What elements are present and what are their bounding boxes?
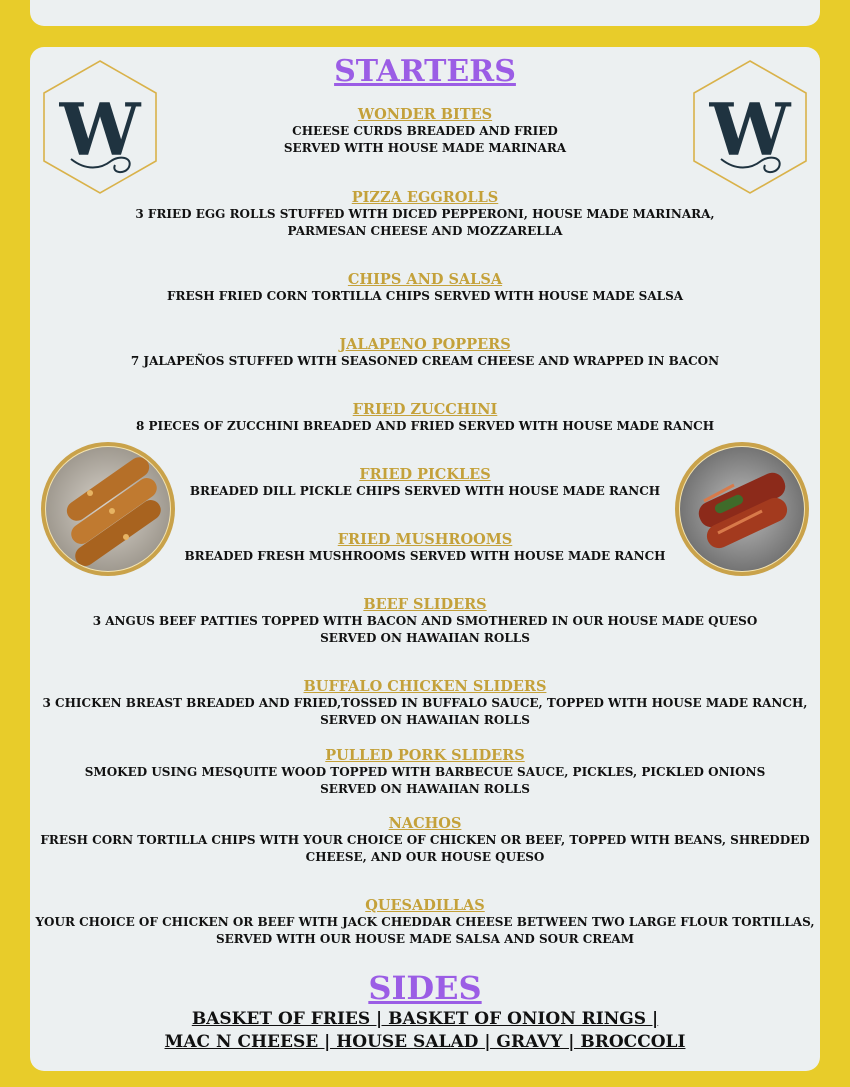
menu-item [0,336,850,370]
item-description: CHEESE CURDS BREADED AND FRIED SERVED WITH HOUSE MADE MARINARA [283,124,567,155]
menu-item [0,401,850,435]
item-name: QUESADILLAS [365,897,485,914]
item-name: FRIED ZUCCHINI [352,401,498,418]
item-description: 7 JALAPEÑOS STUFFED WITH SEASONED CREAM CHEESE AND WRAPPED IN BACON [130,354,720,368]
item-name: FRIED MUSHROOMS [337,531,513,548]
item-name: PIZZA EGGROLLS [351,189,499,206]
sides-list-line-1: BASKET OF FRIES | BASKET OF ONION RINGS | [191,1009,659,1029]
item-description: 3 ANGUS BEEF PATTIES TOPPED WITH BACON AND SMOTHERED IN OUR HOUSE MADE QUESO SERVED ON HAWAIIAN ROLLS [92,614,758,645]
menu-item [0,815,850,866]
menu-item [0,678,850,729]
item-description: BREADED FRESH MUSHROOMS SERVED WITH HOUSE MADE RANCH [184,549,666,563]
menu-item [0,897,850,948]
item-description: FRESH CORN TORTILLA CHIPS WITH YOUR CHOICE OF CHICKEN OR BEEF, TOPPED WITH BEANS, SHREDDED CHEESE, AND OUR HOUSE QUESO [40,833,810,864]
item-name: BUFFALO CHICKEN SLIDERS [303,678,547,695]
svg-text:W: W [709,87,791,172]
svg-text:W: W [59,87,141,172]
sides-title: SIDES [368,969,482,1007]
menu-item [0,747,850,798]
menu-item [0,271,850,305]
item-description: BREADED DILL PICKLE CHIPS SERVED WITH HOUSE MADE RANCH [189,484,661,498]
item-description: 3 FRIED EGG ROLLS STUFFED WITH DICED PEPPERONI, HOUSE MADE MARINARA, PARMESAN CHEESE AND MOZZARELLA [135,207,715,238]
item-description: 3 CHICKEN BREAST BREADED AND FRIED,TOSSED IN BUFFALO SAUCE, TOPPED WITH HOUSE MADE RANCH, SERVED ON HAWAIIAN ROLLS [42,696,808,727]
item-description: YOUR CHOICE OF CHICKEN OR BEEF WITH JACK CHEDDAR CHEESE BETWEEN TWO LARGE FLOUR TORTILLAS, SERVED WITH OUR HOUSE MADE SALSA AND SOUR CREAM [35,915,815,946]
starters-title: STARTERS [334,54,516,89]
item-description: 8 PIECES OF ZUCCHINI BREADED AND FRIED SERVED WITH HOUSE MADE RANCH [135,419,715,433]
sides-list-line-2: MAC N CHEESE | HOUSE SALAD | GRAVY | BROCCOLI [164,1032,686,1052]
menu-item [0,106,850,157]
item-name: NACHOS [388,815,462,832]
item-name: JALAPENO POPPERS [339,336,511,353]
menu-item [0,596,850,647]
item-name: FRIED PICKLES [359,466,491,483]
item-name: WONDER BITES [357,106,493,123]
item-name: PULLED PORK SLIDERS [325,747,525,764]
top-card [30,0,820,26]
menu-item [0,466,850,500]
item-description: SMOKED USING MESQUITE WOOD TOPPED WITH BARBECUE SAUCE, PICKLES, PICKLED ONIONS SERVED ON HAWAIIAN ROLLS [84,765,766,796]
item-name: BEEF SLIDERS [363,596,487,613]
menu-item [0,531,850,565]
menu-item [0,189,850,240]
item-name: CHIPS AND SALSA [347,271,503,288]
item-description: FRESH FRIED CORN TORTILLA CHIPS SERVED WITH HOUSE MADE SALSA [166,289,684,303]
